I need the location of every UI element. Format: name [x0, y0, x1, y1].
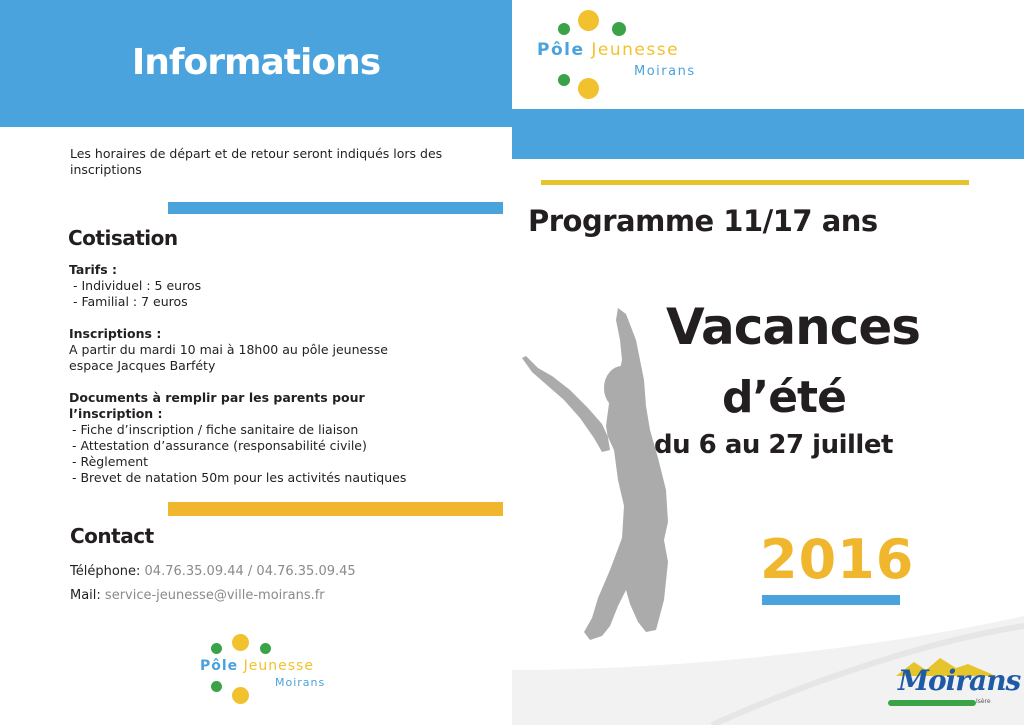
phone-row	[70, 564, 356, 580]
dates-text: du 6 au 27 juillet	[654, 430, 893, 460]
tarifs-list	[69, 278, 499, 310]
logo-dot-yellow	[232, 634, 249, 651]
info-header-band	[0, 0, 512, 127]
documents-label: Documents à remplir par les parents pour	[69, 390, 365, 405]
year-text: 2016	[760, 528, 915, 591]
logo-dot-yellow	[578, 78, 599, 99]
list-item: - Fiche d’inscription / fiche sanitaire de liaison	[72, 422, 359, 437]
logo-line2: Moirans	[275, 676, 326, 689]
list-item: - Attestation d’assurance (responsabilité civile)	[72, 438, 367, 453]
brand-green-stroke	[888, 700, 976, 706]
logo-line1: Pôle Jeunesse	[537, 40, 680, 60]
logo-dot-green	[211, 681, 222, 692]
tarifs-label: Tarifs :	[69, 262, 118, 277]
logo-dot-yellow	[578, 10, 599, 31]
right-blue-band	[512, 109, 1024, 159]
ete-title: d’été	[722, 372, 846, 423]
list-item: - Individuel : 5 euros	[73, 278, 202, 293]
logo-dot-green	[260, 643, 271, 654]
logo-dot-green	[558, 23, 570, 35]
pole-jeunesse-logo-top	[536, 8, 716, 103]
logo-line1: Pôle Jeunesse	[200, 658, 314, 674]
list-item: - Règlement	[72, 454, 149, 469]
logo-dot-green	[558, 74, 570, 86]
phone-value[interactable]: 04.76.35.09.44 / 04.76.35.09.45	[140, 564, 356, 579]
cotisation-heading: Cotisation	[68, 226, 178, 250]
programme-title: Programme 11/17 ans	[528, 204, 878, 238]
brand-name: Moirans	[898, 664, 1021, 697]
logo-dot-green	[612, 22, 626, 36]
vacances-title: Vacances	[666, 298, 920, 356]
documents-list	[69, 422, 499, 486]
contact-heading: Contact	[70, 524, 154, 548]
brand-sub: Isère	[976, 698, 991, 705]
logo-dot-green	[211, 643, 222, 654]
mail-value[interactable]: service-jeunesse@ville-moirans.fr	[100, 588, 325, 603]
divider-blue-bar	[168, 202, 503, 214]
logo-line2: Moirans	[634, 64, 696, 79]
documents-label-cont: l’inscription :	[69, 406, 163, 421]
mail-row	[70, 588, 325, 604]
mail-label: Mail:	[70, 588, 101, 603]
cotisation-section	[69, 262, 499, 486]
list-item: - Brevet de natation 50m pour les activités nautiques	[72, 470, 407, 485]
list-item: - Familial : 7 euros	[73, 294, 188, 309]
inscriptions-label: Inscriptions :	[69, 326, 162, 341]
year-underline	[762, 595, 900, 605]
pole-jeunesse-logo-bottom	[198, 632, 338, 708]
moirans-brand-logo	[888, 656, 1021, 712]
logo-dot-yellow	[232, 687, 249, 704]
phone-label: Téléphone:	[70, 564, 141, 579]
inscriptions-line: A partir du mardi 10 mai à 18h00 au pôle jeunesse	[69, 342, 388, 357]
divider-yellow-bar	[168, 502, 503, 516]
inscriptions-line: espace Jacques Barféty	[69, 358, 216, 373]
divider-gold-line	[541, 180, 969, 185]
info-title: Informations	[131, 42, 381, 83]
intro-text: Les horaires de départ et de retour seront indiqués lors des inscriptions	[70, 146, 443, 177]
